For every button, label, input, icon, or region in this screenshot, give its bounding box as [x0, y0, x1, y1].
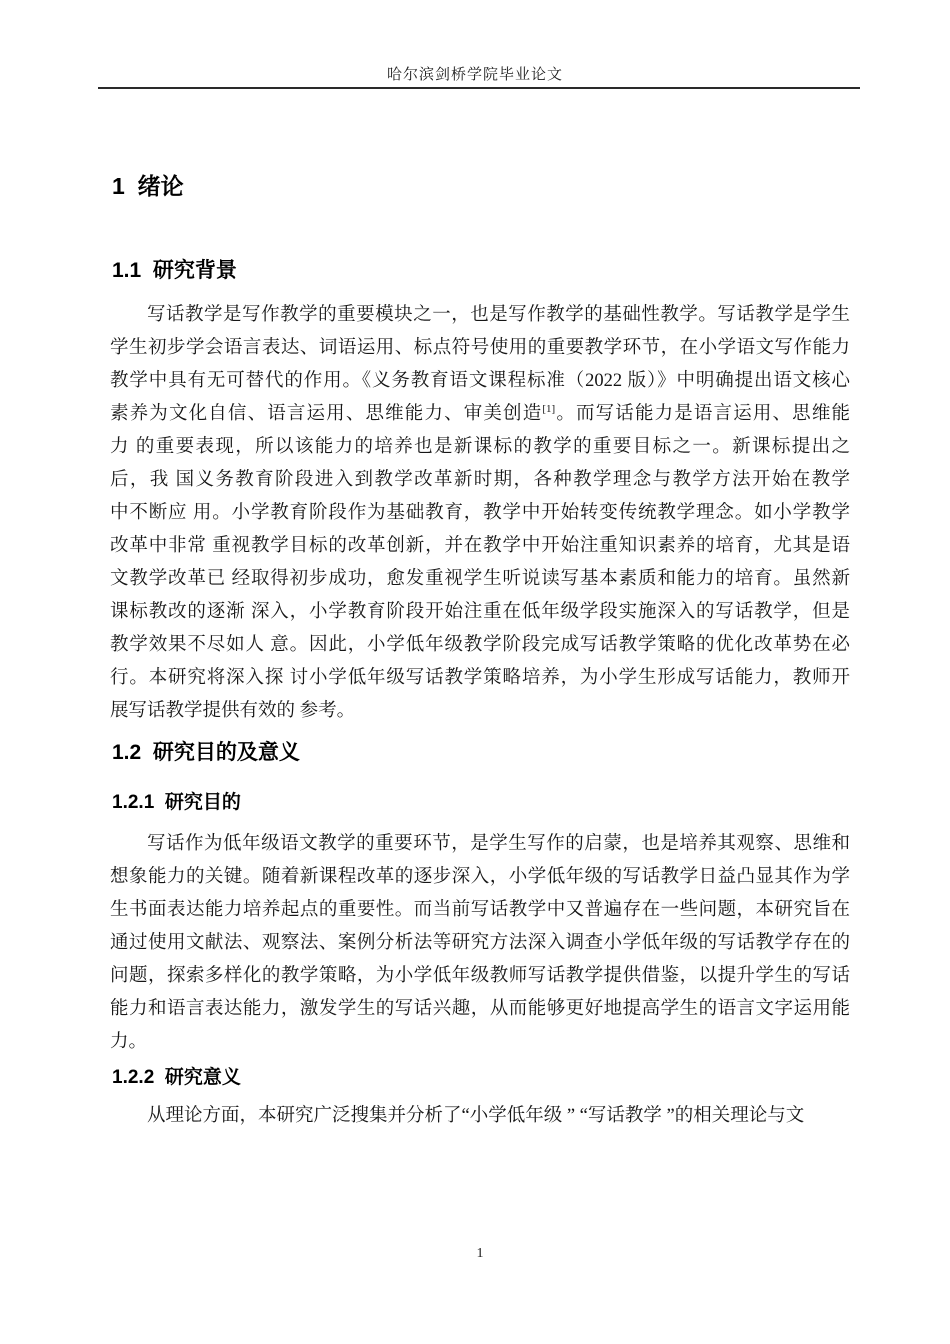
- paragraph-line: 行。本研究将深入探 讨小学低年级写话教学策略培养，为小学生形成写话能力，教师开: [110, 668, 850, 688]
- paragraph-line: 素养为文化自信、语言运用、思维能力、审美创造[1]。而写话能力是语言运用、思维能: [110, 402, 850, 424]
- heading-research-purpose: 1.2.1 研究目的: [112, 792, 241, 813]
- citation-superscript: [1]: [542, 402, 556, 415]
- paragraph-line: 学生初步学会语言表达、词语运用、标点符号使用的重要教学环节，在小学语文写作能力: [110, 338, 850, 358]
- paragraph-line: 力 的重要表现，所以该能力的培养也是新课标的教学的重要目标之一。新课标提出之: [110, 437, 850, 457]
- paragraph-research-purpose: [110, 828, 850, 1059]
- heading-research-significance: 1.2.2 研究意义: [112, 1067, 241, 1088]
- paragraph-line: 写话教学是写作教学的重要模块之一，也是写作教学的基础性教学。写话教学是学生: [147, 305, 850, 325]
- paragraph-line: 能力和语言表达能力，激发学生的写话兴趣，从而能够更好地提高学生的语言文字运用能: [110, 999, 850, 1019]
- paragraph-line: 想象能力的关键。随着新课程改革的逐步深入，小学低年级的写话教学日益凸显其作为学: [110, 867, 850, 887]
- header-rule: [98, 87, 860, 89]
- paragraph-line: 后，我 国义务教育阶段进入到教学改革新时期，各种教学理念与教学方法开始在教学: [110, 470, 850, 490]
- paragraph-line: 教学效果不尽如人 意。因此，小学低年级教学阶段完成写话教学策略的优化改革势在必: [110, 635, 850, 655]
- paragraph-line: 展写话教学提供有效的 参考。: [110, 701, 356, 721]
- heading-purpose-and-significance: 1.2 研究目的及意义: [112, 741, 300, 764]
- paragraph-research-significance: [110, 1100, 850, 1133]
- page-number: 1: [476, 1246, 484, 1261]
- paragraph-line: 教学中具有无可替代的作用。《义务教育语文课程标准（2022 版）》中明确提出语文核心: [110, 371, 850, 391]
- heading-research-background: 1.1 研究背景: [112, 259, 237, 282]
- heading-introduction: 1 绪论: [112, 173, 184, 199]
- paragraph-line: 力。: [110, 1032, 148, 1052]
- paragraph-line: 课标教改的逐渐 深入，小学教育阶段开始注重在低年级学段实施深入的写话教学，但是: [110, 602, 850, 622]
- paragraph-research-background: [110, 299, 850, 728]
- paragraph-line: 文教学改革已 经取得初步成功，愈发重视学生听说读写基本素质和能力的培育。虽然新: [110, 569, 850, 589]
- paragraph-line: 通过使用文献法、观察法、案例分析法等研究方法深入调查小学低年级的写话教学存在的: [110, 933, 850, 953]
- paragraph-line: 改革中非常 重视教学目标的改革创新，并在教学中开始注重知识素养的培育，尤其是语: [110, 536, 850, 556]
- paragraph-line: 中不断应 用。小学教育阶段作为基础教育，教学中开始转变传统教学理念。如小学教学: [110, 503, 850, 523]
- paragraph-line: 写话作为低年级语文教学的重要环节，是学生写作的启蒙，也是培养其观察、思维和: [147, 834, 850, 854]
- page-header-title: 哈尔滨剑桥学院毕业论文: [386, 67, 563, 83]
- paragraph-line: 生书面表达能力培养起点的重要性。而当前写话教学中又普遍存在一些问题，本研究旨在: [110, 900, 850, 920]
- paragraph-line: 从理论方面，本研究广泛搜集并分析了“小学低年级 ” “写话教学 ”的相关理论与文: [147, 1106, 805, 1126]
- paragraph-line: 问题，探索多样化的教学策略，为小学低年级教师写话教学提供借鉴，以提升学生的写话: [110, 966, 850, 986]
